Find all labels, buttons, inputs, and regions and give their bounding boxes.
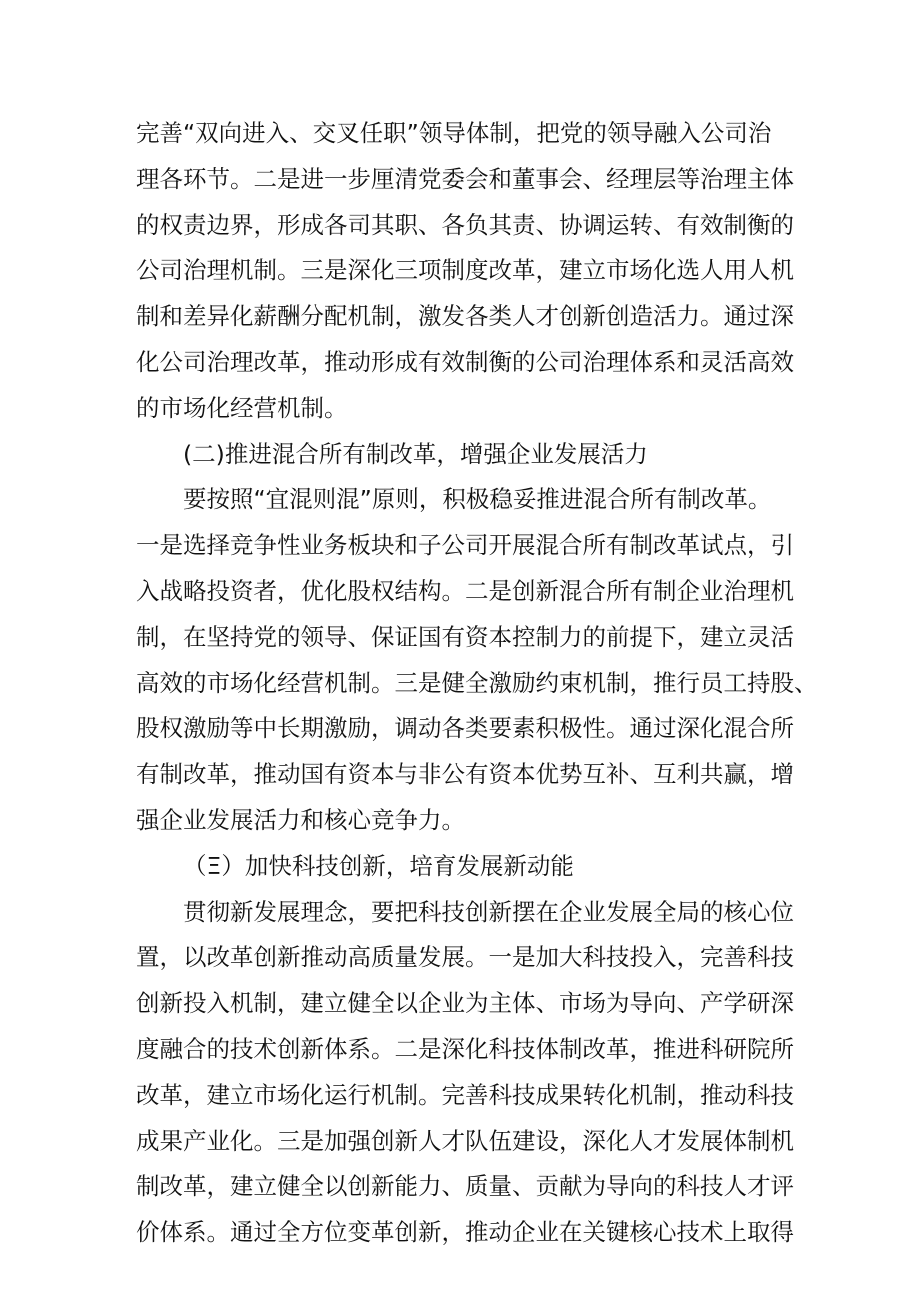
text-line: 制，在坚持党的领导、保证国有资本控制力的前提下，建立灵活	[136, 622, 794, 651]
text-line: 公司治理机制。三是深化三项制度改革，建立市场化选人用人机	[136, 256, 794, 285]
text-line: 完善“双向进入、交叉任职”领导体制，把党的领导融入公司治	[136, 119, 772, 147]
text-line: 度融合的技术创新体系。二是深化科技体制改革，推进科研院所	[136, 1034, 794, 1063]
text-line: 要按照“宜混则混”原则，积极稳妥推进混合所有制改革。	[183, 485, 772, 514]
text-line: 创新投入机制，建立健全以企业为主体、市场为导向、产学研深	[136, 989, 794, 1018]
text-line: 一是选择竞争性业务板块和子公司开展混合所有制改革试点，引	[136, 531, 794, 560]
text-line: 化公司治理改革，推动形成有效制衡的公司治理体系和灵活高效	[136, 347, 794, 376]
text-line: 置，以改革创新推动高质量发展。一是加大科技投入，完善科技	[136, 943, 794, 972]
text-line: 的市场化经营机制。	[136, 393, 348, 422]
text-line: 制和差异化薪酬分配机制，激发各类人才创新创造活力。通过深	[136, 302, 794, 331]
text-line: 成果产业化。三是加强创新人才队伍建设，深化人才发展体制机	[136, 1126, 794, 1155]
text-line: 股权激励等中长期激励，调动各类要素积极性。通过深化混合所	[136, 714, 794, 743]
text-line: 强企业发展活力和核心竞争力。	[136, 805, 465, 834]
text-line: 理各环节。二是进一步厘清党委会和董事会、经理层等治理主体	[136, 164, 794, 193]
document-page	[136, 111, 818, 1256]
text-line: 改革，建立市场化运行机制。完善科技成果转化机制，推动科技	[136, 1080, 794, 1109]
text-line: 高效的市场化经营机制。三是健全激励约束机制，推行员工持股、	[136, 668, 818, 697]
section-heading-tech-innovation: （Ξ）加快科技创新，培育发展新动能	[183, 851, 574, 880]
paragraph-tech-innovation	[136, 890, 794, 1256]
text-line: 入战略投资者，优化股权结构。二是创新混合所有制企业治理机	[136, 576, 794, 605]
section-heading-mixed-ownership: (二)推进混合所有制改革，增强企业发展活力	[183, 439, 648, 468]
text-line: 贯彻新发展理念，要把科技创新摆在企业发展全局的核心位	[183, 897, 794, 926]
text-line: 有制改革，推动国有资本与非公有资本优势互补、互利共赢，增	[136, 760, 794, 789]
paragraph-mixed-ownership	[136, 477, 818, 843]
text-line: 制改革，建立健全以创新能力、质量、贡献为导向的科技人才评	[136, 1172, 794, 1201]
text-line: 的权责边界，形成各司其职、各负其责、协调运转、有效制衡的	[136, 210, 794, 239]
paragraph-governance-continuation	[136, 111, 794, 432]
text-line: 价体系。通过全方位变革创新，推动企业在关键核心技术上取得	[136, 1218, 794, 1247]
